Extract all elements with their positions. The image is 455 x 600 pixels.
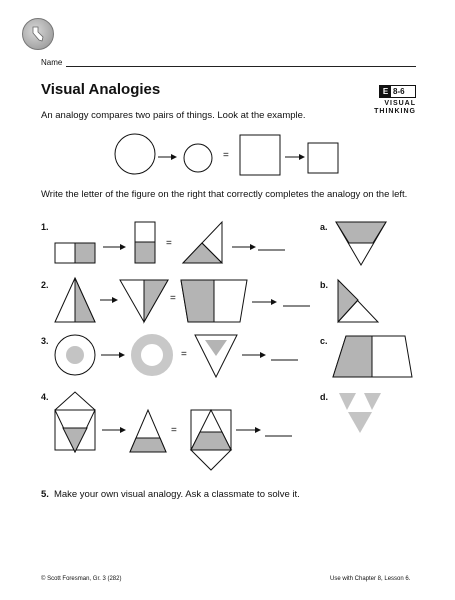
equals-2: =	[170, 293, 176, 304]
choice-c-figure	[333, 336, 412, 377]
equals-1: =	[166, 238, 172, 249]
equals-4: =	[171, 425, 177, 436]
large-circle	[115, 134, 155, 174]
small-circle	[184, 144, 212, 172]
problem-3-number: 3.	[41, 336, 49, 346]
problem-1-figures	[55, 222, 285, 263]
example-analogy	[115, 134, 338, 175]
choice-a-label: a.	[320, 222, 328, 232]
question-5-number: 5.	[41, 489, 49, 500]
problem-2-figures	[55, 278, 310, 322]
footer-copyright: © Scott Foresman, Gr. 3 (282)	[41, 576, 122, 582]
problem-1-number: 1.	[41, 222, 49, 232]
large-square	[240, 135, 280, 175]
choice-b-label: b.	[320, 280, 328, 290]
example-equals: =	[223, 150, 229, 161]
problem-4-number: 4.	[41, 392, 49, 402]
section-tag-line1: VISUAL	[384, 100, 416, 107]
small-square	[308, 143, 338, 173]
choice-a-figure	[336, 222, 386, 265]
badge-letter: E	[380, 86, 391, 97]
page-title: Visual Analogies	[41, 81, 161, 98]
problem-2-number: 2.	[41, 280, 49, 290]
problem-4-figures	[55, 392, 292, 470]
question-5	[41, 489, 300, 500]
problem-3-figures	[55, 335, 298, 377]
choice-c-label: c.	[320, 336, 328, 346]
footer-lesson: Use with Chapter 8, Lesson 6.	[330, 576, 411, 582]
intro-text: An analogy compares two pairs of things. Look at the example.	[41, 110, 306, 121]
equals-3: =	[181, 349, 187, 360]
choice-d-figure	[339, 393, 381, 433]
choice-d-label: d.	[320, 392, 328, 402]
instructions-text: Write the letter of the figure on the right that correctly completes the analogy on the left.	[41, 189, 408, 200]
badge-number: 8-6	[393, 87, 405, 96]
choice-b-figure	[338, 280, 378, 322]
question-5-text: Make your own visual analogy. Ask a classmate to solve it.	[53, 489, 300, 500]
section-tag-line2: THINKING	[374, 108, 416, 115]
name-label: Name	[41, 58, 63, 67]
